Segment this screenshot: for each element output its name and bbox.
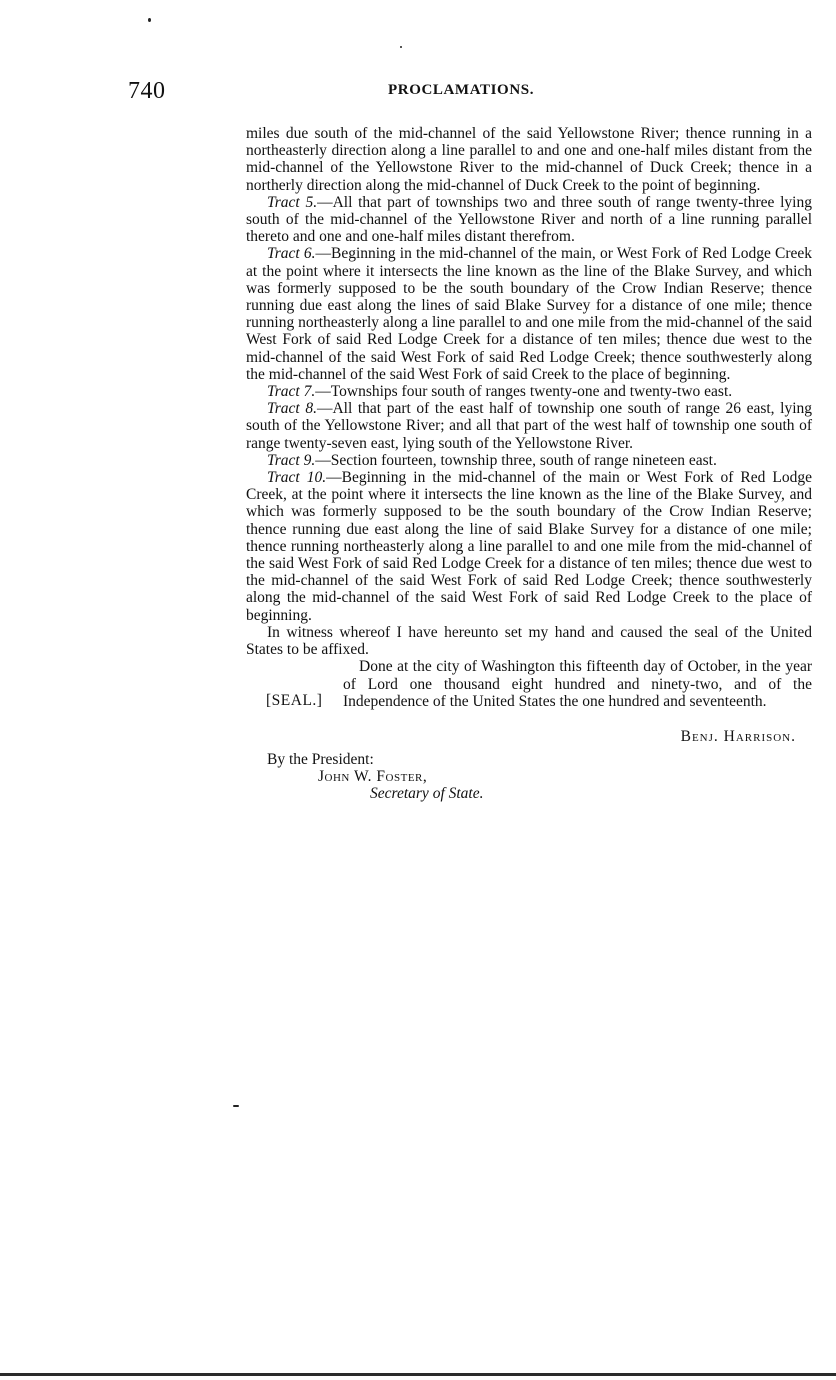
seal-label: [SEAL.] — [266, 692, 323, 710]
tract-label: Tract 5. — [267, 193, 318, 211]
attestation-intro: By the President: — [267, 750, 374, 768]
tract-text: —All that part of townships two and three south of range twenty-three lying south of the mid-channel of the Yellowstone River and north of a line running parallel thereto and one and one-half miles distant therefrom. — [246, 193, 812, 246]
tract-paragraph — [246, 194, 812, 246]
tract-label: Tract 9. — [267, 451, 316, 469]
tract-paragraph — [246, 245, 812, 383]
scan-speck — [400, 46, 402, 48]
tract-paragraph — [246, 383, 812, 400]
body-text — [246, 125, 812, 802]
tract-text: —All that part of the east half of township one south of range 26 east, lying south of the Yellowstone River; and all that part of the west half of township one south of range twenty-seven east, lying south of the Yellowstone River. — [246, 400, 813, 452]
tract-label: Tract 7. — [267, 383, 316, 401]
president-signature: Benj. Harrison. — [680, 728, 796, 746]
witness-paragraph: In witness whereof I have hereunto set my hand and caused the seal of the United States to be affixed. — [246, 623, 812, 659]
page-bottom-edge — [0, 1373, 836, 1376]
tract-text: —Townships four south of ranges twenty-one and twenty-two east. — [315, 383, 733, 401]
scan-speck — [233, 1105, 239, 1107]
tract-text: —Section fourteen, township three, south of range nineteen east. — [315, 451, 717, 469]
attestation-block — [246, 751, 812, 803]
continuation-paragraph: miles due south of the mid-channel of the said Yellowstone River; thence running in a northeasterly direction along a line parallel to and one and one-half miles distant from the mid-channel of the Yellowstone River to the mid-channel of Duck Creek; thence in a northerly direction along the mid-channel of Duck Creek to the point of beginning. — [246, 125, 812, 194]
tract-paragraph — [246, 452, 812, 469]
tract-text: —Beginning in the mid-channel of the main, or West Fork of Red Lodge Creek at the point where it intersects the line known as the line of the Blake Survey, and which was formerly supposed to be the south boundary of the Crow Indian Reserve; thence running due east along the lines of said Blake Survey for a distance of one mile; thence running northeasterly along a line parallel to and one mile from the mid-channel of the said West Fork of said Red Lodge Creek for a distance of ten miles; thence due west to the mid-channel of the said West Fork of said Red Lodge Creek; thence southwesterly along the mid-channel of the said West Fork of said Creek to the place of beginning. — [246, 245, 813, 383]
done-at-paragraph: Done at the city of Washington this fifteenth day of October, in the year of Lord one thousand eight hundred and ninety-two, and of the Independence of the United States the one hundred and seventeenth. — [343, 658, 812, 710]
page-number: 740 — [128, 78, 166, 104]
tract-paragraph — [246, 400, 812, 452]
secretary-title: Secretary of State. — [370, 784, 484, 802]
scan-speck — [148, 18, 151, 22]
tract-label: Tract 8. — [267, 400, 317, 418]
closing-block — [246, 658, 812, 728]
tract-text: —Beginning in the mid-channel of the main or West Fork of Red Lodge Creek, at the point where it intersects the line known as the line of the Blake Survey, and which was formerly supposed to be the south boundary of the Crow Indian Reserve; thence running due east along the line of said Blake Survey for a distance of one mile; thence running northeasterly along a line parallel to and one mile from the mid-channel of the said West Fork of said Red Lodge Creek for a distance of ten miles; thence due west to the mid-channel of the said West Fork of said Red Lodge Creek; thence southwesterly along the mid-channel of the said West Fork of said Red Lodge Creek to the place of beginning. — [246, 469, 812, 624]
page-header — [128, 78, 812, 104]
secretary-name: John W. Foster, — [318, 767, 428, 785]
tract-label: Tract 6. — [267, 245, 316, 263]
tract-paragraph — [246, 469, 812, 624]
running-head: PROCLAMATIONS. — [388, 82, 535, 98]
tract-label: Tract 10. — [267, 469, 327, 487]
